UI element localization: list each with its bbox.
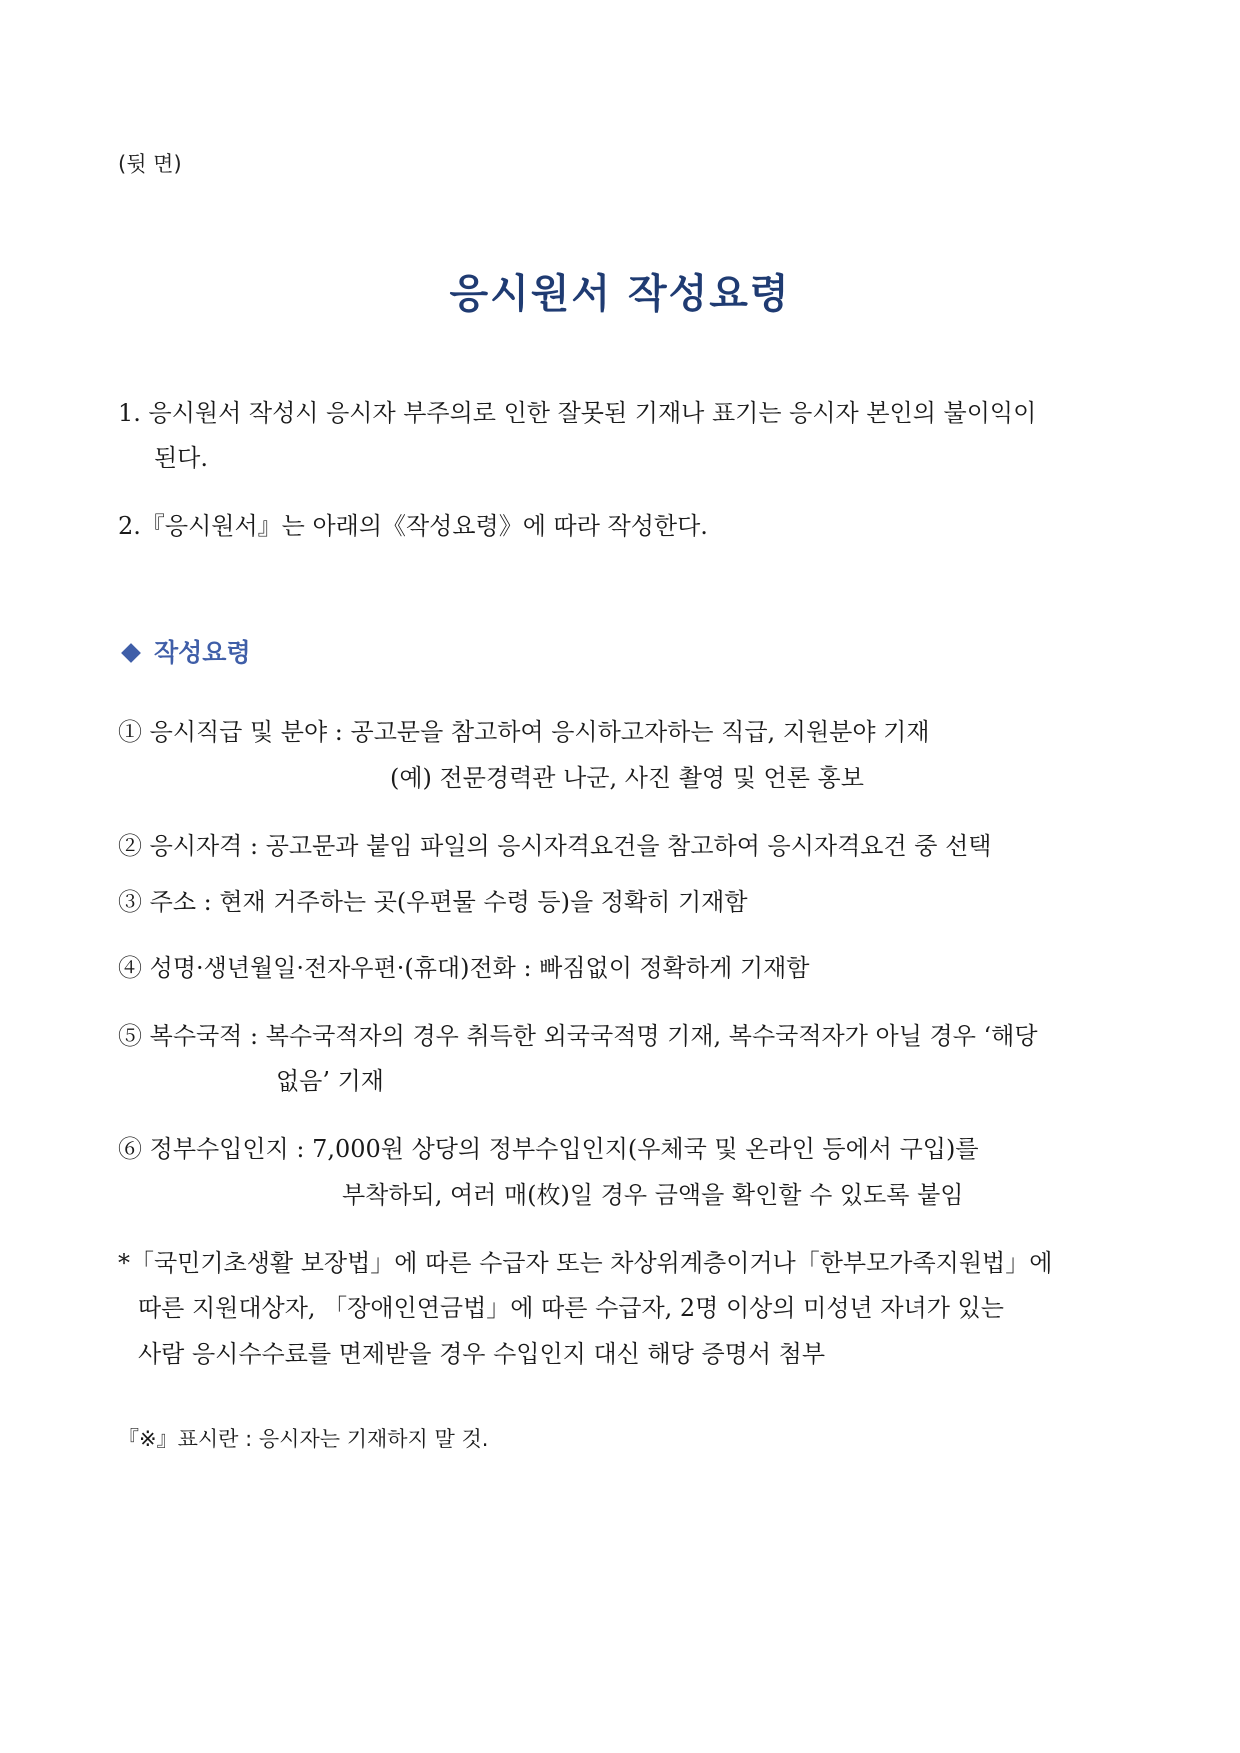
intro-item-2: 2.『응시원서』는 아래의《작성요령》에 따라 작성한다. [118,512,708,540]
guide-item-1-line-1: ① 응시직급 및 분야 : 공고문을 참고하여 응시하고자하는 직급, 지원분야 기재 [118,718,930,746]
footer-note: 『※』표시란 : 응시자는 기재하지 말 것. [118,1427,489,1451]
intro-item-1-line-1: 1. 응시원서 작성시 응시자 부주의로 인한 잘못된 기재나 표기는 응시자 본인의 불이익이 [118,399,1037,427]
section-heading-text: 작성요령 [154,638,251,667]
guide-item-3: ③ 주소 : 현재 거주하는 곳(우편물 수령 등)을 정확히 기재함 [118,888,748,916]
guide-item-6-line-2: 부착하되, 여러 매(枚)일 경우 금액을 확인할 수 있도록 붙임 [342,1181,964,1209]
diamond-bullet-icon [121,643,141,663]
exemption-line-2: 따른 지원대상자, 「장애인연금법」에 따른 수급자, 2명 이상의 미성년 자녀가 있는 [138,1294,1004,1322]
guide-item-2: ② 응시자격 : 공고문과 붙임 파일의 응시자격요건을 참고하여 응시자격요건 중 선택 [118,832,992,860]
guide-item-5-line-2: 없음’ 기재 [276,1067,384,1095]
guide-item-5-line-1: ⑤ 복수국적 : 복수국적자의 경우 취득한 외국국적명 기재, 복수국적자가 아닐 경우 ‘해당 [118,1022,1038,1050]
exemption-line-1: *「국민기초생활 보장법」에 따른 수급자 또는 차상위계층이거나「한부모가족지원법」에 [118,1249,1053,1277]
back-side-label: (뒷 면) [118,152,182,176]
guide-item-4: ④ 성명·생년월일·전자우편·(휴대)전화 : 빠짐없이 정확하게 기재함 [118,954,810,982]
exemption-line-3: 사람 응시수수료를 면제받을 경우 수입인지 대신 해당 증명서 첨부 [138,1340,825,1368]
page-title: 응시원서 작성요령 [449,271,791,317]
section-heading [120,633,251,669]
intro-item-1-line-2: 된다. [154,444,208,472]
guide-item-1-line-2: (예) 전문경력관 나군, 사진 촬영 및 언론 홍보 [390,764,864,792]
guide-item-6-line-1: ⑥ 정부수입인지 : 7,000원 상당의 정부수입인지(우체국 및 온라인 등에서 구입)를 [118,1135,979,1163]
